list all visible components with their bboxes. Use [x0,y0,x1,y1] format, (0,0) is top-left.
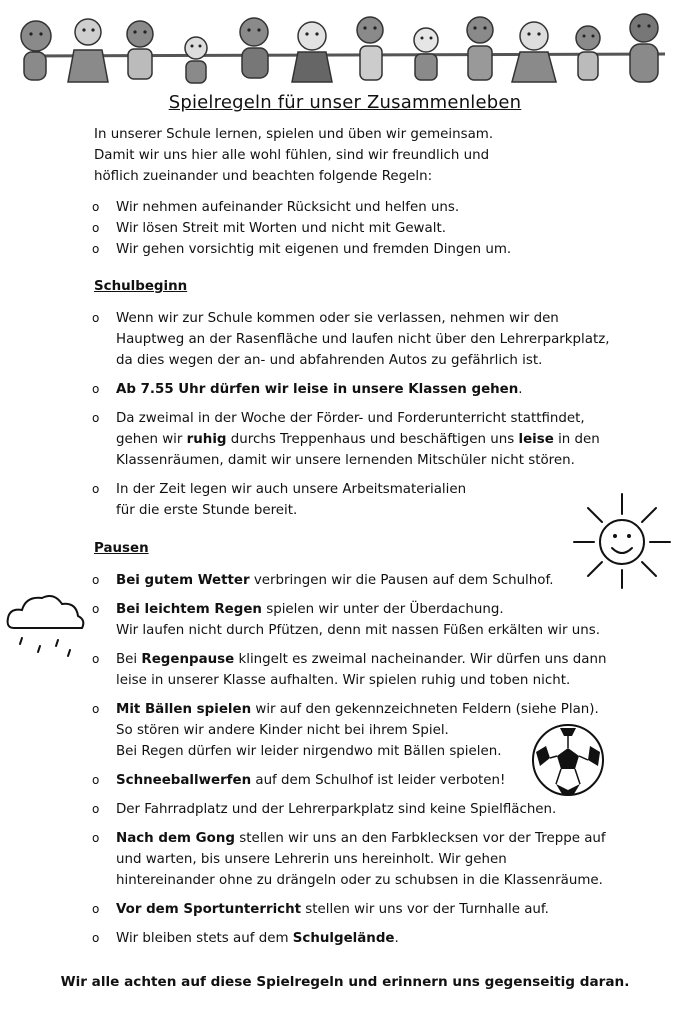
rule-bold-text: Vor dem Sportunterricht [116,902,302,917]
intro-line: Damit wir uns hier alle wohl fühlen, sind wir freundlich und [94,148,490,163]
list-item [92,197,640,218]
list-item [92,899,640,920]
page-title: Spielregeln für unser Zusammenleben [168,92,522,113]
rule-bold-text: Bei leichtem Regen [116,602,262,617]
schulbeginn-rules-list [92,308,640,521]
rule-text: durchs Treppenhaus und beschäftigen uns [226,432,519,447]
soccer-ball-icon [530,722,606,798]
rule-text: Bei Regen dürfen wir leider nirgendwo mit Bällen spielen. [116,744,502,759]
list-item [92,649,640,691]
list-item [92,570,640,591]
rule-text: Da zweimal in der Woche der Förder- und Forderunterricht stattfindet, [116,411,585,426]
rule-text: Wenn wir zur Schule kommen oder sie verlassen, nehmen wir den [116,311,559,326]
bullet-marker: o [92,311,100,325]
rule-bold-text: Schulgelände [292,931,395,946]
rule-text: stellen wir uns vor der Turnhalle auf. [301,902,549,917]
section-heading-pausen: Pausen [94,541,149,556]
intro-line: In unserer Schule lernen, spielen und üben wir gemeinsam. [94,127,494,142]
rule-text: in den [553,432,600,447]
rain-cloud-icon [4,588,88,668]
intro-paragraph [94,124,574,187]
rule-text: verbringen wir die Pausen auf dem Schulhof. [249,573,554,588]
bullet-marker: o [92,831,100,845]
bullet-marker: o [92,482,100,496]
rule-text: gehen wir [116,432,187,447]
bullet-marker: o [92,902,100,916]
rule-text: Wir laufen nicht durch Pfützen, denn mit nassen Füßen erkälten wir uns. [116,623,600,638]
list-item [92,599,640,641]
rule-bold-text: Schneeballwerfen [116,773,252,788]
list-item [92,379,640,400]
rule-bold-text: Bei gutem Wetter [116,573,250,588]
rule-text: stellen wir uns an den Farbklecksen vor der Treppe auf [234,831,606,846]
rule-text: Hauptweg an der Rasenfläche und laufen nicht über den Lehrerparkplatz, [116,332,610,347]
section-heading-schulbeginn: Schulbeginn [94,279,188,294]
rule-bold-text: Regenpause [141,652,235,667]
list-item [92,218,640,239]
closing-statement: Wir alle achten auf diese Spielregeln und erinnern uns gegenseitig daran. [60,974,630,990]
rule-text: hintereinander ohne zu drängeln oder zu schubsen in die Klassenräume. [116,873,603,888]
rule-text: . [518,382,523,397]
list-item [92,308,640,371]
rule-text: klingelt es zweimal nacheinander. Wir dürfen uns dann [234,652,607,667]
rule-text: Bei [116,652,142,667]
bullet-marker: o [92,652,100,666]
rule-bold-text: Ab 7.55 Uhr dürfen wir leise in unsere Klassen gehen [116,382,519,397]
list-item [92,828,640,891]
rule-text: wir auf den gekennzeichneten Feldern (siehe Plan). [251,702,599,717]
rule-text: Der Fahrradplatz und der Lehrerparkplatz sind keine Spielflächen. [116,802,557,817]
rule-text: und warten, bis unsere Lehrerin uns hereinholt. Wir gehen [116,852,507,867]
rule-text: spielen wir unter der Überdachung. [261,602,504,617]
rule-text: . [394,931,399,946]
list-item [92,408,640,471]
rule-bold-text: Nach dem Gong [116,831,235,846]
rule-text: da dies wegen der an- und abfahrenden Autos zu gefährlich ist. [116,353,543,368]
bullet-marker: o [92,802,100,816]
rule-text: Wir bleiben stets auf dem [116,931,293,946]
bullet-marker: o [92,411,100,425]
rule-bold-text: leise [518,432,554,447]
rule-text: für die erste Stunde bereit. [116,503,298,518]
bullet-marker: o [92,200,100,214]
bullet-marker: o [92,382,100,396]
rule-text: Wir lösen Streit mit Worten und nicht mit Gewalt. [116,221,446,236]
rule-text: In der Zeit legen wir auch unsere Arbeitsmaterialien [116,482,467,497]
list-item [92,239,640,260]
rule-text: So stören wir andere Kinder nicht bei ihrem Spiel. [116,723,449,738]
list-item [92,799,640,820]
bullet-marker: o [92,702,100,716]
rule-text: leise in unserer Klasse aufhalten. Wir spielen ruhig und toben nicht. [116,673,571,688]
bullet-marker: o [92,573,100,587]
rule-text: auf dem Schulhof ist leider verboten! [251,773,506,788]
rule-bold-text: ruhig [186,432,227,447]
bullet-marker: o [92,242,100,256]
children-chain-icon [10,6,680,88]
rule-bold-text: Mit Bällen spielen [116,702,252,717]
rule-text: Wir gehen vorsichtig mit eigenen und fremden Dingen um. [116,242,512,257]
bullet-marker: o [92,931,100,945]
list-item [92,928,640,949]
list-item [92,479,640,521]
general-rules-list [92,197,640,260]
bullet-marker: o [92,773,100,787]
bullet-marker: o [92,221,100,235]
rule-text: Klassenräumen, damit wir unsere lernenden Mitschüler nicht stören. [116,453,575,468]
intro-line: höflich zueinander und beachten folgende Regeln: [94,169,433,184]
bullet-marker: o [92,602,100,616]
rule-text: Wir nehmen aufeinander Rücksicht und helfen uns. [116,200,460,215]
